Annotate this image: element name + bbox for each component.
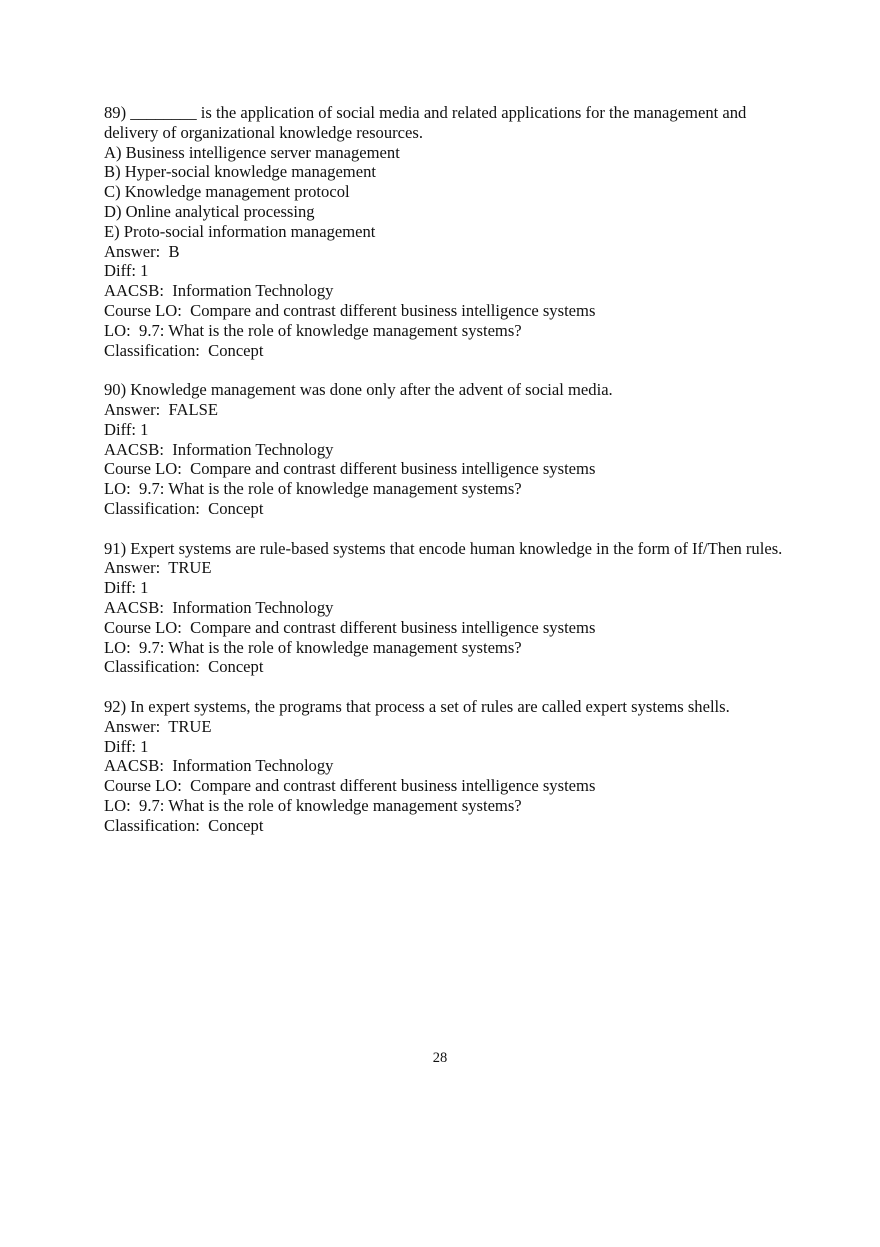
difficulty: Diff: 1 <box>104 261 149 281</box>
classification: Classification: Concept <box>104 340 264 360</box>
question-stem: 89) ________ is the application of social media and related applications for the management and delivery of organizational knowledge resources. <box>104 103 747 142</box>
answer: Answer: B <box>104 241 180 261</box>
classification: Classification: Concept <box>104 498 264 518</box>
course-lo: Course LO: Compare and contrast different business intelligence systems <box>104 300 596 320</box>
learning-objective: LO: 9.7: What is the role of knowledge management systems? <box>104 795 522 815</box>
question-92 <box>104 697 794 836</box>
course-lo: Course LO: Compare and contrast different business intelligence systems <box>104 459 596 479</box>
question-stem: 92) In expert systems, the programs that process a set of rules are called expert systems shells. <box>104 696 730 716</box>
learning-objective: LO: 9.7: What is the role of knowledge management systems? <box>104 320 522 340</box>
answer: Answer: TRUE <box>104 558 212 578</box>
aacsb: AACSB: Information Technology <box>104 756 334 776</box>
classification: Classification: Concept <box>104 657 264 677</box>
course-lo: Course LO: Compare and contrast different business intelligence systems <box>104 776 596 796</box>
option-e: E) Proto-social information management <box>104 221 376 241</box>
question-list <box>104 103 794 855</box>
option-c: C) Knowledge management protocol <box>104 182 350 202</box>
page-number: 28 <box>432 1050 448 1066</box>
question-stem: 91) Expert systems are rule-based systems that encode human knowledge in the form of If/Then rules. <box>104 538 783 558</box>
course-lo: Course LO: Compare and contrast different business intelligence systems <box>104 617 596 637</box>
aacsb: AACSB: Information Technology <box>104 439 334 459</box>
aacsb: AACSB: Information Technology <box>104 597 334 617</box>
difficulty: Diff: 1 <box>104 736 149 756</box>
answer: Answer: TRUE <box>104 716 212 736</box>
option-d: D) Online analytical processing <box>104 201 315 221</box>
learning-objective: LO: 9.7: What is the role of knowledge management systems? <box>104 479 522 499</box>
question-89 <box>104 103 794 360</box>
question-stem: 90) Knowledge management was done only after the advent of social media. <box>104 380 613 400</box>
difficulty: Diff: 1 <box>104 419 149 439</box>
answer: Answer: FALSE <box>104 399 219 419</box>
classification: Classification: Concept <box>104 815 264 835</box>
learning-objective: LO: 9.7: What is the role of knowledge management systems? <box>104 637 522 657</box>
question-90 <box>104 380 794 519</box>
option-b: B) Hyper-social knowledge management <box>104 162 376 182</box>
aacsb: AACSB: Information Technology <box>104 281 334 301</box>
option-a: A) Business intelligence server management <box>104 142 400 162</box>
difficulty: Diff: 1 <box>104 578 149 598</box>
question-91 <box>104 539 794 678</box>
